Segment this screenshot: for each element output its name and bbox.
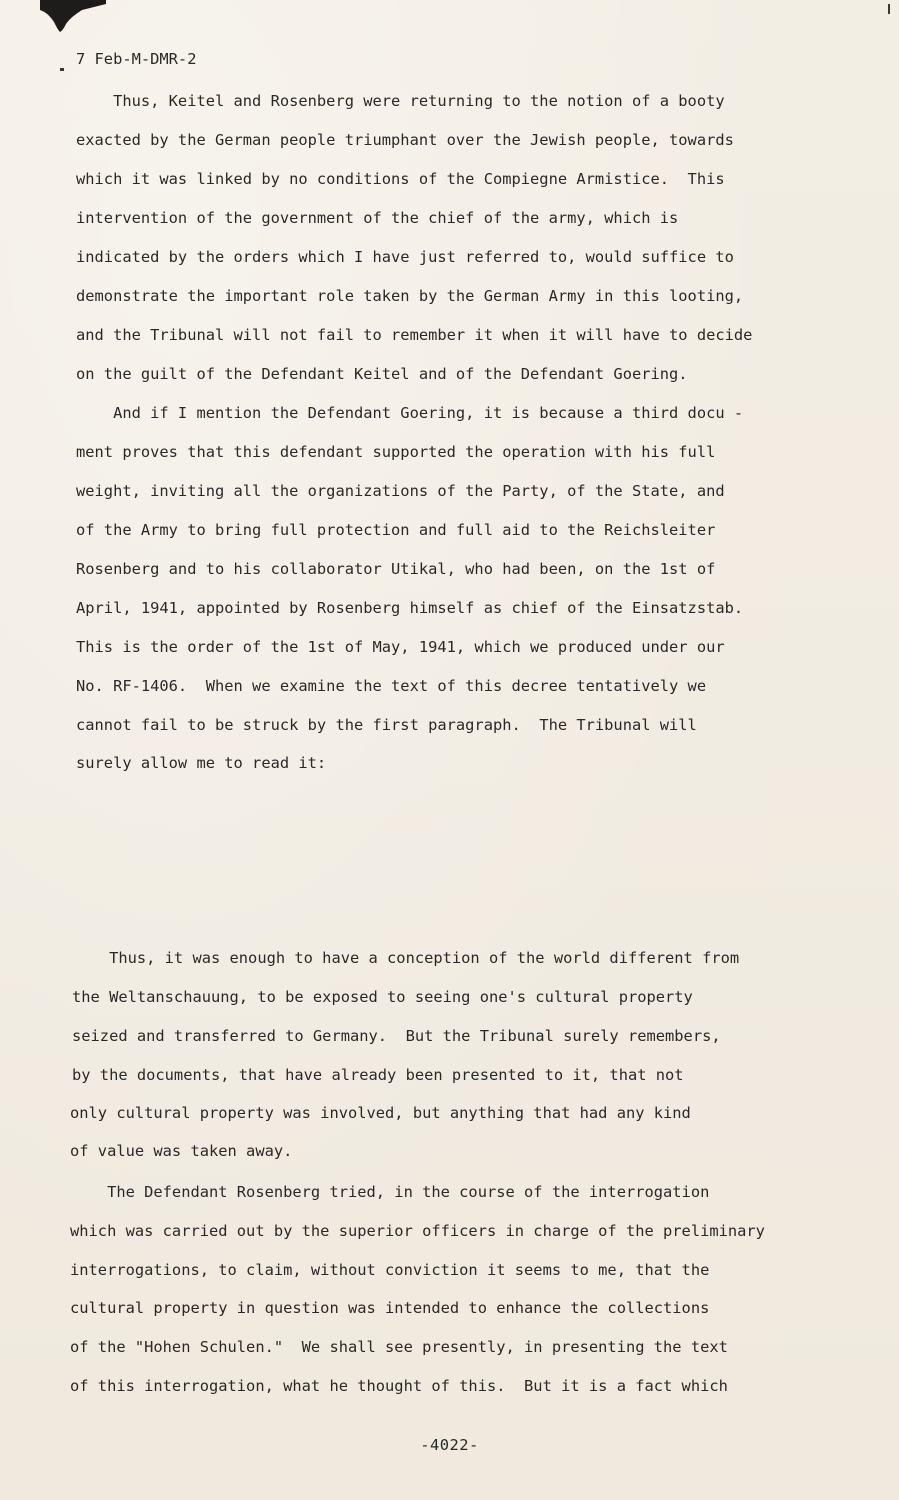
- text-line: which was carried out by the superior officers in charge of the preliminary: [70, 1222, 765, 1240]
- text-line: No. RF-1406. When we examine the text of this decree tentatively we: [76, 677, 707, 695]
- text-line: exacted by the German people triumphant over the Jewish people, towards: [76, 131, 734, 149]
- margin-mark: [888, 4, 890, 14]
- text-line: of this interrogation, what he thought of this. But it is a fact which: [70, 1377, 728, 1395]
- text-line: of the Army to bring full protection and full aid to the Reichsleiter: [76, 521, 716, 539]
- text-line: indicated by the orders which I have just referred to, would suffice to: [76, 248, 734, 266]
- text-line: which it was linked by no conditions of the Compiegne Armistice. This: [76, 170, 725, 188]
- document-reference: 7 Feb-M-DMR-2: [76, 50, 197, 68]
- binding-mark-icon: [40, 0, 106, 36]
- text-line: on the guilt of the Defendant Keitel and of the Defendant Goering.: [76, 365, 688, 383]
- text-line: only cultural property was involved, but anything that had any kind: [70, 1104, 691, 1122]
- text-line: the Weltanschauung, to be exposed to seeing one's cultural property: [72, 988, 693, 1006]
- text-line: This is the order of the 1st of May, 1941, which we produced under our: [76, 638, 725, 656]
- text-line: Thus, Keitel and Rosenberg were returning to the notion of a booty: [76, 92, 725, 110]
- text-line: of value was taken away.: [70, 1142, 293, 1160]
- page-number: -4022-: [420, 1436, 479, 1454]
- text-line: ment proves that this defendant supported the operation with his full: [76, 443, 716, 461]
- text-line: weight, inviting all the organizations of the Party, of the State, and: [76, 482, 725, 500]
- text-line: interrogations, to claim, without conviction it seems to me, that the: [70, 1261, 710, 1279]
- text-line: cannot fail to be struck by the first paragraph. The Tribunal will: [76, 716, 697, 734]
- text-line: seized and transferred to Germany. But the Tribunal surely remembers,: [72, 1027, 721, 1045]
- margin-mark: [60, 68, 64, 71]
- text-line: And if I mention the Defendant Goering, it is because a third docu -: [76, 404, 744, 422]
- text-line: by the documents, that have already been presented to it, that not: [72, 1066, 684, 1084]
- text-line: Thus, it was enough to have a conception of the world different from: [72, 949, 740, 967]
- text-line: cultural property in question was intended to enhance the collections: [70, 1299, 710, 1317]
- text-line: intervention of the government of the chief of the army, which is: [76, 209, 679, 227]
- text-line: April, 1941, appointed by Rosenberg himself as chief of the Einsatzstab.: [76, 599, 744, 617]
- text-line: Rosenberg and to his collaborator Utikal, who had been, on the 1st of: [76, 560, 716, 578]
- text-line: The Defendant Rosenberg tried, in the course of the interrogation: [70, 1183, 710, 1201]
- text-line: and the Tribunal will not fail to remember it when it will have to decide: [76, 326, 753, 344]
- text-line: surely allow me to read it:: [76, 754, 327, 772]
- text-line: of the "Hohen Schulen." We shall see presently, in presenting the text: [70, 1338, 728, 1356]
- text-line: demonstrate the important role taken by the German Army in this looting,: [76, 287, 744, 305]
